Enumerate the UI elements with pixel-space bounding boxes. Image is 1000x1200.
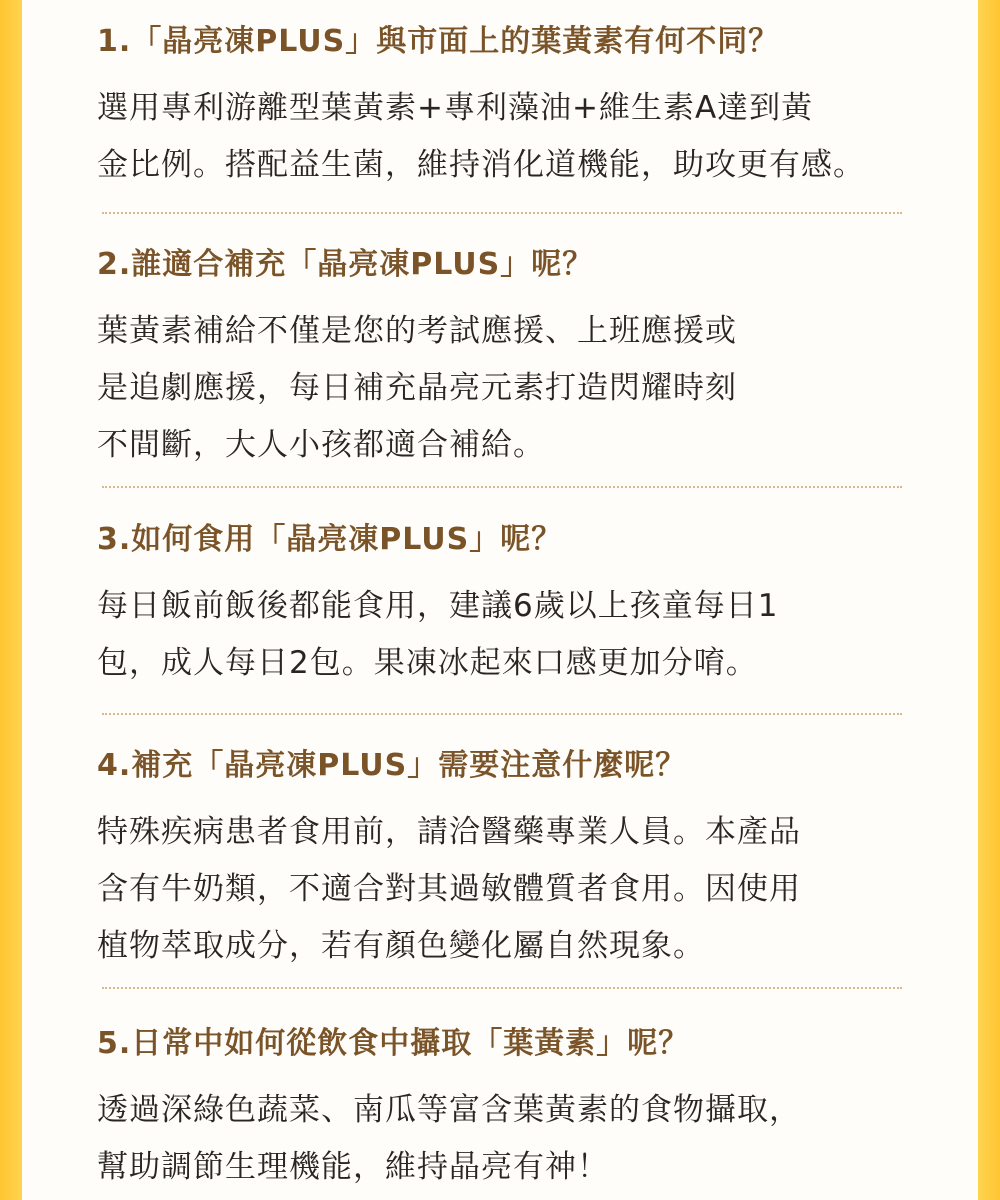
- faq-answer-line: 包，成人每日2包。果凍冰起來口感更加分唷。: [97, 645, 758, 681]
- faq-item-4: [97, 746, 917, 975]
- left-yellow-border: [0, 0, 22, 1200]
- right-yellow-border: [978, 0, 1000, 1200]
- faq-answer-line: 特殊疾病患者食用前，請洽醫藥專業人員。本產品: [97, 814, 801, 850]
- faq-item-3: [97, 520, 917, 692]
- faq-item-2: [97, 245, 917, 474]
- faq-question: 1.「晶亮凍PLUS」與市面上的葉黃素有何不同？: [97, 24, 780, 59]
- dotted-divider: [102, 713, 902, 715]
- faq-question: 5.日常中如何從飲食中攝取「葉黃素」呢？: [97, 1026, 690, 1061]
- faq-answer-line: 含有牛奶類，不適合對其過敏體質者食用。因使用: [97, 871, 801, 907]
- faq-question: 4.補充「晶亮凍PLUS」需要注意什麼呢？: [97, 748, 687, 783]
- faq-item-1: [97, 22, 917, 194]
- dotted-divider: [102, 987, 902, 989]
- faq-question: 3.如何食用「晶亮凍PLUS」呢？: [97, 522, 563, 557]
- dotted-divider: [102, 212, 902, 214]
- faq-answer-line: 透過深綠色蔬菜、南瓜等富含葉黃素的食物攝取，: [97, 1092, 801, 1128]
- faq-answer-line: 金比例。搭配益生菌，維持消化道機能，助攻更有感。: [97, 147, 865, 183]
- faq-question: 2.誰適合補充「晶亮凍PLUS」呢？: [97, 247, 594, 282]
- faq-answer-line: 不間斷，大人小孩都適合補給。: [97, 427, 545, 463]
- faq-answer-line: 每日飯前飯後都能食用，建議6歲以上孩童每日1: [97, 588, 779, 624]
- faq-panel: [22, 0, 978, 1200]
- faq-answer-line: 選用專利游離型葉黃素+專利藻油+維生素A達到黃: [97, 90, 814, 126]
- faq-answer-line: 是追劇應援，每日補充晶亮元素打造閃耀時刻: [97, 370, 737, 406]
- faq-answer: [97, 804, 917, 975]
- faq-answer: [97, 80, 917, 194]
- faq-answer: [97, 303, 917, 474]
- faq-item-5: [97, 1024, 917, 1196]
- faq-answer: [97, 578, 917, 692]
- faq-answer-line: 幫助調節生理機能，維持晶亮有神！: [97, 1149, 609, 1185]
- faq-answer-line: 植物萃取成分，若有顏色變化屬自然現象。: [97, 928, 705, 964]
- dotted-divider: [102, 486, 902, 488]
- faq-answer: [97, 1082, 917, 1196]
- faq-answer-line: 葉黃素補給不僅是您的考試應援、上班應援或: [97, 313, 737, 349]
